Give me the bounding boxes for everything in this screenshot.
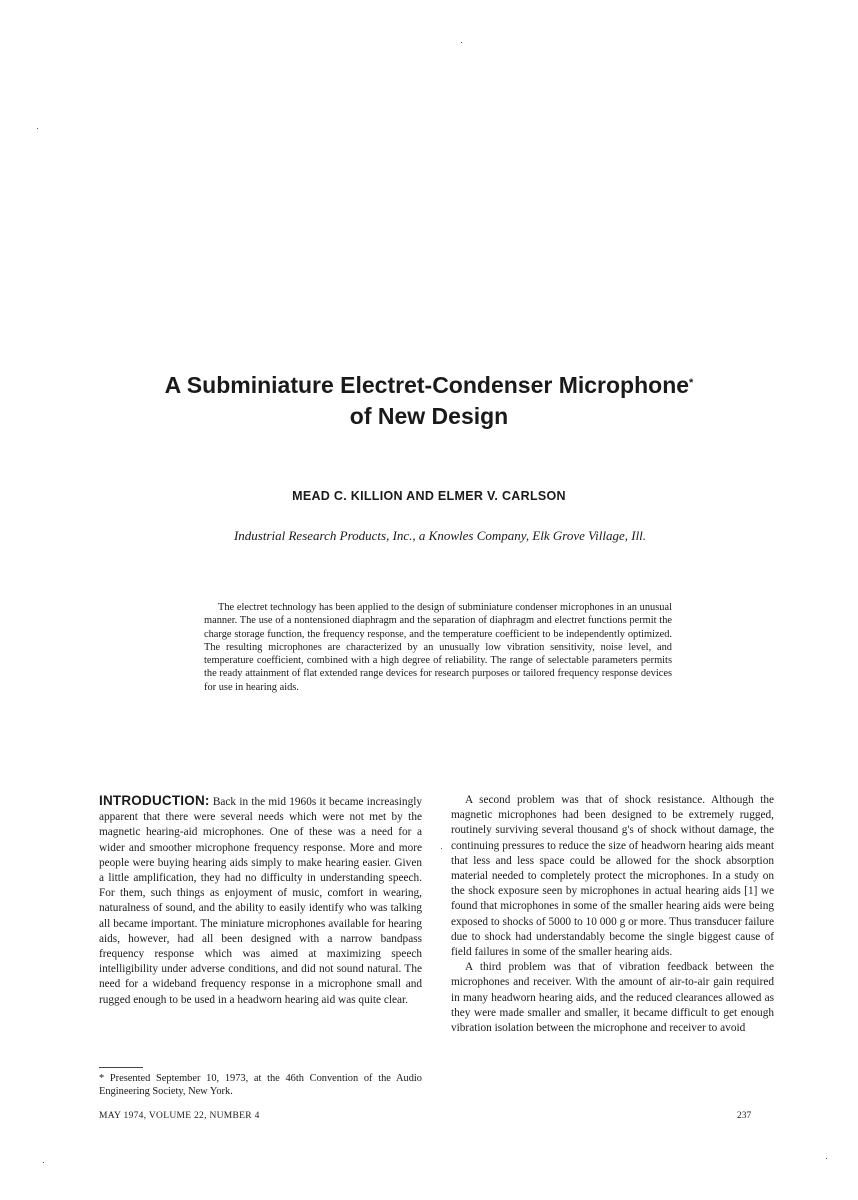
author-affiliation: Industrial Research Products, Inc., a Knowles Company, Elk Grove Village, Ill. bbox=[233, 528, 647, 543]
section-heading-introduction: INTRODUCTION: bbox=[99, 793, 210, 808]
left-column bbox=[99, 793, 422, 1008]
page-number: 237 bbox=[737, 1111, 752, 1121]
right-column bbox=[451, 793, 774, 1036]
title-footnote-mark: * bbox=[689, 377, 694, 389]
footnote: * Presented September 10, 1973, at the 46th Convention of the Audio Engineering Society, New York. bbox=[99, 1073, 422, 1097]
footnote-divider bbox=[99, 1067, 143, 1068]
abstract: The electret technology has been applied to the design of subminiature condenser microphones in an unusual manner. The use of a nontensioned diaphragm and the separation of diaphragm and electret functions permit the charge storage function, the frequency response, and the temperature coefficient to be independently optimized. The resulting microphones are characterized by an unusually low vibration sensitivity, noise level, and temperature coefficient, combined with a high degree of reliability. The range of selectable parameters permits the ready attainment of flat extended range devices for research purposes or tailored frequency response devices for use in hearing aids. bbox=[204, 602, 672, 693]
body-paragraph-shock: A second problem was that of shock resistance. Although the magnetic microphones had been designed to be extremely rugged, routinely surviving several thousand g's of shock without damage, the continuing pressures to reduce the size of headworn hearing aids meant that less and less space could be allowed for the shock absorption material needed to completely protect the microphones. In a study on the shock exposure seen by microphones in actual hearing aids [1] we found that microphones in some of the smaller hearing aids were being exposed to shocks of 5000 to 10 000 g or more. Thus transducer failure due to shock had understandably become the single biggest cause of field failures in some of the smaller hearing aids. bbox=[451, 794, 774, 959]
author-names: MEAD C. KILLION AND ELMER V. CARLSON bbox=[292, 489, 566, 503]
title-line-2: of New Design bbox=[349, 403, 509, 429]
introduction-text: Back in the mid 1960s it became increasingly apparent that there were several needs which were not met by the magnetic hearing-aid microphones. One of these was a need for a wider and smoother microphone frequency response. More and more people were buying hearing aids simply to make hearing easier. Given a little amplification, they had no difficulty in understanding speech. For them, such things as enjoyment of music, comfort in wearing, naturalness of sound, and the ability to easily identify who was talking all became important. The miniature microphones available for hearing aids, however, had all been designed with a narrow bandpass frequency response which was aimed at maximizing speech intelligibility under adverse conditions, and did not sound natural. The need for a wideband frequency response in a microphone small and rugged enough to be used in a headworn hearing aid was quite clear. bbox=[99, 796, 422, 1006]
introduction-paragraph bbox=[99, 793, 422, 1008]
scan-speck bbox=[441, 848, 442, 849]
scan-speck bbox=[826, 1158, 827, 1159]
journal-issue-footer: MAY 1974, VOLUME 22, NUMBER 4 bbox=[99, 1111, 260, 1121]
scan-speck bbox=[37, 128, 38, 129]
scan-speck bbox=[43, 1162, 44, 1163]
body-paragraph-vibration: A third problem was that of vibration feedback between the microphones and receiver. With the amount of air-to-air gain required in many headworn hearing aids, and the reduced clearances allowed as they were made smaller and smaller, it became difficult to get enough vibration isolation between the microphone and receiver to avoid bbox=[451, 961, 774, 1035]
title-line-1 bbox=[100, 370, 758, 401]
scan-speck bbox=[461, 42, 462, 43]
title-line-1-text: A Subminiature Electret-Condenser Microphone bbox=[164, 372, 690, 398]
paper-title bbox=[100, 370, 758, 432]
